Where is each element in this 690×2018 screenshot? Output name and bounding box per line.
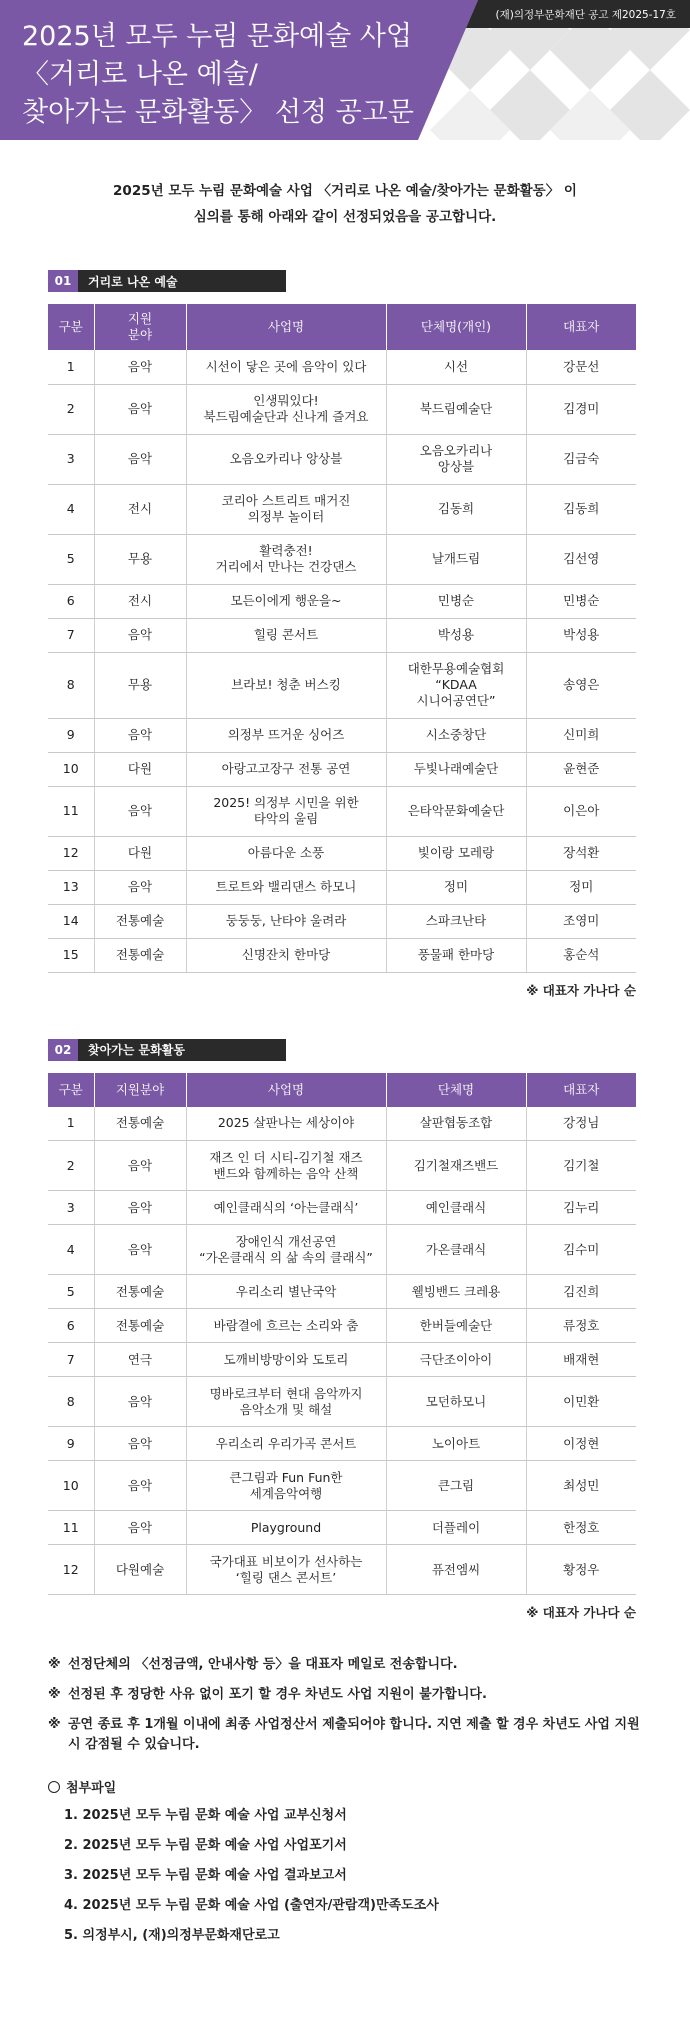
section-heading-street-art	[48, 270, 286, 292]
note-mark: ※	[48, 1687, 61, 1702]
table-cell: 모던하모니	[386, 1377, 526, 1427]
header-cell: 대표자	[526, 1073, 636, 1107]
table-cell: 조영미	[526, 904, 636, 938]
table-cell: 8	[48, 652, 94, 718]
table-footnote: ※ 대표자 가나다 순	[526, 1605, 636, 1620]
table-cell: 홍순석	[526, 938, 636, 972]
table-footnote: ※ 대표자 가나다 순	[526, 982, 636, 998]
table-cell: 정미	[526, 870, 636, 904]
table-row	[48, 1225, 636, 1275]
table-cell: 예인클래식	[386, 1191, 526, 1225]
header-cell: 지원 분야	[94, 304, 186, 350]
title-line: 2025년 모두 누림 문화예술 사업	[22, 21, 412, 52]
table-row	[48, 1343, 636, 1377]
table-cell: 류정호	[526, 1309, 636, 1343]
table-cell: 모든이에게 행운을~	[186, 584, 386, 618]
table-cell: 김선영	[526, 534, 636, 584]
table-cell: 시소중창단	[386, 718, 526, 752]
table-cell: 2025 살판나는 세상이야	[186, 1107, 386, 1141]
table-cell: 10	[48, 1461, 94, 1511]
table-cell: 명바로크부터 현대 음악까지 음악소개 및 해설	[186, 1377, 386, 1427]
table-cell: 다원	[94, 752, 186, 786]
table-cell: 민병순	[526, 584, 636, 618]
table-cell: 무용	[94, 652, 186, 718]
notice-number: (재)의정부문화재단 공고 제2025-17호	[495, 9, 676, 21]
table-cell: 음악	[94, 1225, 186, 1275]
table-cell: 김동희	[386, 484, 526, 534]
table-cell: 예인클래식의 ‘아는클래식’	[186, 1191, 386, 1225]
table-cell: 음악	[94, 384, 186, 434]
table-cell: 음악	[94, 1191, 186, 1225]
header-cell: 구분	[48, 304, 94, 350]
table-row	[48, 652, 636, 718]
table-cell: 4	[48, 484, 94, 534]
intro-text	[0, 178, 690, 230]
table-cell: 다원예술	[94, 1545, 186, 1595]
table-cell: 다원	[94, 836, 186, 870]
table-cell: 9	[48, 1427, 94, 1461]
table-cell: 신미희	[526, 718, 636, 752]
table-cell: 힐링 콘서트	[186, 618, 386, 652]
table-cell: 9	[48, 718, 94, 752]
table-row	[48, 1191, 636, 1225]
attachments-list	[64, 1806, 648, 1946]
table-row	[48, 534, 636, 584]
note-item	[48, 1685, 648, 1705]
table-cell: 연극	[94, 1343, 186, 1377]
attachment-item[interactable]: 4. 2025년 모두 누림 문화 예술 사업 (출연자/관람객)만족도조사	[64, 1898, 439, 1913]
note-text: 선정단체의 〈선정금액, 안내사항 등〉을 대표자 메일로 전송합니다.	[68, 1657, 458, 1672]
table-cell: 13	[48, 870, 94, 904]
title-line: 〈거리로 나온 예술/	[22, 59, 258, 90]
table-cell: 코리아 스트리트 매거진 의정부 놀이터	[186, 484, 386, 534]
table-row	[48, 1545, 636, 1595]
table-cell: 6	[48, 1309, 94, 1343]
table-row	[48, 350, 636, 384]
table-cell: 3	[48, 1191, 94, 1225]
table-cell: 한버들예술단	[386, 1309, 526, 1343]
table-cell: 도깨비방망이와 도토리	[186, 1343, 386, 1377]
table-cell: 김금숙	[526, 434, 636, 484]
table-cell: 빛이랑 모레랑	[386, 836, 526, 870]
table-cell: 김동희	[526, 484, 636, 534]
table-row	[48, 1107, 636, 1141]
table-cell: 살판협동조합	[386, 1107, 526, 1141]
table-cell: 둥둥둥, 난타야 울려라	[186, 904, 386, 938]
table-cell: 5	[48, 1275, 94, 1309]
attachments-heading	[48, 1777, 648, 1796]
table-row	[48, 1461, 636, 1511]
section-number: 01	[48, 270, 78, 292]
table-cell: 우리소리 별난국악	[186, 1275, 386, 1309]
table-cell: 음악	[94, 1511, 186, 1545]
table-cell: 트로트와 밸리댄스 하모니	[186, 870, 386, 904]
table-cell: 음악	[94, 1141, 186, 1191]
header-cell: 지원분야	[94, 1073, 186, 1107]
note-text: 선정된 후 정당한 사유 없이 포기 할 경우 차년도 사업 지원이 불가합니다.	[68, 1687, 487, 1702]
table-cell: 브라보! 청춘 버스킹	[186, 652, 386, 718]
table-row	[48, 1141, 636, 1191]
table-cell: 황정우	[526, 1545, 636, 1595]
table-cell: 김수미	[526, 1225, 636, 1275]
note-item	[48, 1655, 648, 1675]
page-title	[22, 18, 414, 132]
attachments-title: 첨부파일	[66, 1781, 117, 1796]
table-cell: 정미	[386, 870, 526, 904]
table-row	[48, 1275, 636, 1309]
table-cell: 북드림예술단	[386, 384, 526, 434]
street-art-table	[48, 304, 636, 973]
table-cell: 전통예술	[94, 1275, 186, 1309]
table-row	[48, 938, 636, 972]
intro-line: 심의를 통해 아래와 같이 선정되었음을 공고합니다.	[193, 209, 497, 225]
table-cell: 오음오카리나 앙상블	[186, 434, 386, 484]
table-cell: 음악	[94, 786, 186, 836]
table-row	[48, 434, 636, 484]
table-row	[48, 718, 636, 752]
section-title: 거리로 나온 예술	[78, 270, 286, 292]
table-cell: 두빛나래예술단	[386, 752, 526, 786]
table-cell: 이정현	[526, 1427, 636, 1461]
table-cell: 3	[48, 434, 94, 484]
table-cell: 1	[48, 1107, 94, 1141]
table-cell: 풍물패 한마당	[386, 938, 526, 972]
table-cell: 장석환	[526, 836, 636, 870]
table-cell: 음악	[94, 1427, 186, 1461]
table-cell: 민병순	[386, 584, 526, 618]
table-cell: 스파크난타	[386, 904, 526, 938]
table-cell: 7	[48, 1343, 94, 1377]
table-cell: 더플레이	[386, 1511, 526, 1545]
table-row	[48, 618, 636, 652]
note-item	[48, 1715, 648, 1755]
table-row	[48, 786, 636, 836]
intro-line: 2025년 모두 누림 문화예술 사업 〈거리로 나온 예술/찾아가는 문화활동〉 이	[113, 183, 577, 199]
section-heading-visiting-culture	[48, 1039, 286, 1061]
table-cell: 송영은	[526, 652, 636, 718]
table-cell: 시선이 닿은 곳에 음악이 있다	[186, 350, 386, 384]
table-row	[48, 1309, 636, 1343]
table-row	[48, 384, 636, 434]
table-cell: 1	[48, 350, 94, 384]
header-cell: 단체명(개인)	[386, 304, 526, 350]
header-cell: 대표자	[526, 304, 636, 350]
table-cell: 강문선	[526, 350, 636, 384]
attachment-item[interactable]: 2. 2025년 모두 누림 문화 예술 사업 사업포기서	[64, 1838, 347, 1853]
table-header-row	[48, 304, 636, 350]
table-cell: 박성용	[386, 618, 526, 652]
table-row	[48, 1377, 636, 1427]
table-cell: 오음오카리나 앙상블	[386, 434, 526, 484]
table-cell: 극단조이아이	[386, 1343, 526, 1377]
table-header-row	[48, 1073, 636, 1107]
table-cell: 아랑고고장구 전통 공연	[186, 752, 386, 786]
table-cell: 가온클래식	[386, 1225, 526, 1275]
header-cell: 구분	[48, 1073, 94, 1107]
header-cell: 사업명	[186, 1073, 386, 1107]
header-cell: 단체명	[386, 1073, 526, 1107]
visiting-culture-table	[48, 1073, 636, 1596]
table-cell: 11	[48, 786, 94, 836]
table-cell: 활력충전! 거리에서 만나는 건강댄스	[186, 534, 386, 584]
table-cell: 전통예술	[94, 1107, 186, 1141]
table-cell: 대한무용예술협회 “KDAA 시니어공연단”	[386, 652, 526, 718]
table-cell: 7	[48, 618, 94, 652]
table-cell: 김누리	[526, 1191, 636, 1225]
table-cell: 아름다운 소풍	[186, 836, 386, 870]
table-cell: 우리소리 우리가곡 콘서트	[186, 1427, 386, 1461]
table-cell: 음악	[94, 350, 186, 384]
table-cell: 6	[48, 584, 94, 618]
table-cell: 이은아	[526, 786, 636, 836]
table-cell: 11	[48, 1511, 94, 1545]
title-line: 찾아가는 문화활동〉 선정 공고문	[22, 97, 414, 128]
table-row	[48, 904, 636, 938]
visiting-culture-table-body	[48, 1107, 636, 1595]
table-cell: 강정님	[526, 1107, 636, 1141]
table-cell: 음악	[94, 870, 186, 904]
header-banner	[0, 0, 690, 140]
note-mark: ※	[48, 1657, 61, 1672]
table-cell: 음악	[94, 618, 186, 652]
table-cell: 최성민	[526, 1461, 636, 1511]
table-cell: Playground	[186, 1511, 386, 1545]
table-cell: 김기철	[526, 1141, 636, 1191]
table-cell: 10	[48, 752, 94, 786]
table-cell: 무용	[94, 534, 186, 584]
table-cell: 날개드림	[386, 534, 526, 584]
table-cell: 12	[48, 836, 94, 870]
table-cell: 큰그림	[386, 1461, 526, 1511]
table-cell: 2025! 의정부 시민을 위한 타악의 울림	[186, 786, 386, 836]
table-cell: 2	[48, 384, 94, 434]
header-cell: 사업명	[186, 304, 386, 350]
table-row	[48, 1511, 636, 1545]
table-cell: 큰그림과 Fun Fun한 세계음악여행	[186, 1461, 386, 1511]
table-cell: 김기철재즈밴드	[386, 1141, 526, 1191]
circle-bullet-icon	[48, 1781, 60, 1793]
table-cell: 장애인식 개선공연 “가온클래식 의 삶 속의 클래식”	[186, 1225, 386, 1275]
table-cell: 바람결에 흐르는 소리와 춤	[186, 1309, 386, 1343]
table-cell: 재즈 인 더 시티-김기철 재즈 밴드와 함께하는 음악 산책	[186, 1141, 386, 1191]
table-cell: 신명잔치 한마당	[186, 938, 386, 972]
notes-section	[48, 1655, 648, 1946]
table-cell: 박성용	[526, 618, 636, 652]
table-cell: 14	[48, 904, 94, 938]
section-title: 찾아가는 문화활동	[78, 1039, 286, 1061]
table-cell: 음악	[94, 1377, 186, 1427]
table-row	[48, 870, 636, 904]
table-cell: 4	[48, 1225, 94, 1275]
table-cell: 은타악문화예술단	[386, 786, 526, 836]
table-row	[48, 836, 636, 870]
table-cell: 인생뭐있다! 북드림예술단과 신나게 즐겨요	[186, 384, 386, 434]
table-cell: 김진희	[526, 1275, 636, 1309]
street-art-table-body	[48, 350, 636, 972]
table-cell: 5	[48, 534, 94, 584]
table-row	[48, 1427, 636, 1461]
table-row	[48, 584, 636, 618]
table-cell: 의정부 뜨거운 싱어즈	[186, 718, 386, 752]
note-text: 공연 종료 후 1개월 이내에 최종 사업정산서 제출되어야 합니다. 지연 제출 할 경우 차년도 사업 지원 시 감점될 수 있습니다.	[68, 1717, 640, 1752]
table-cell: 전통예술	[94, 904, 186, 938]
table-cell: 음악	[94, 1461, 186, 1511]
table-cell: 2	[48, 1141, 94, 1191]
table-cell: 이민환	[526, 1377, 636, 1427]
table-cell: 음악	[94, 718, 186, 752]
table-cell: 웰빙밴드 크레용	[386, 1275, 526, 1309]
table-cell: 시선	[386, 350, 526, 384]
table-cell: 15	[48, 938, 94, 972]
section-number: 02	[48, 1039, 78, 1061]
table-cell: 전통예술	[94, 1309, 186, 1343]
table-cell: 전시	[94, 484, 186, 534]
note-mark: ※	[48, 1717, 61, 1732]
table-row	[48, 752, 636, 786]
table-cell: 국가대표 비보이가 선사하는 ‘힐링 댄스 콘서트’	[186, 1545, 386, 1595]
table-row	[48, 484, 636, 534]
attachment-item[interactable]: 1. 2025년 모두 누림 문화 예술 사업 교부신청서	[64, 1808, 347, 1823]
table-cell: 전통예술	[94, 938, 186, 972]
table-cell: 12	[48, 1545, 94, 1595]
table-cell: 8	[48, 1377, 94, 1427]
table-cell: 윤현준	[526, 752, 636, 786]
table-cell: 배재현	[526, 1343, 636, 1377]
table-cell: 김경미	[526, 384, 636, 434]
attachment-item[interactable]: 5. 의정부시, (재)의정부문화재단로고	[64, 1928, 280, 1943]
table-cell: 전시	[94, 584, 186, 618]
table-cell: 노이아트	[386, 1427, 526, 1461]
attachment-item[interactable]: 3. 2025년 모두 누림 문화 예술 사업 결과보고서	[64, 1868, 347, 1883]
table-cell: 음악	[94, 434, 186, 484]
table-cell: 퓨전엠씨	[386, 1545, 526, 1595]
table-cell: 한정호	[526, 1511, 636, 1545]
